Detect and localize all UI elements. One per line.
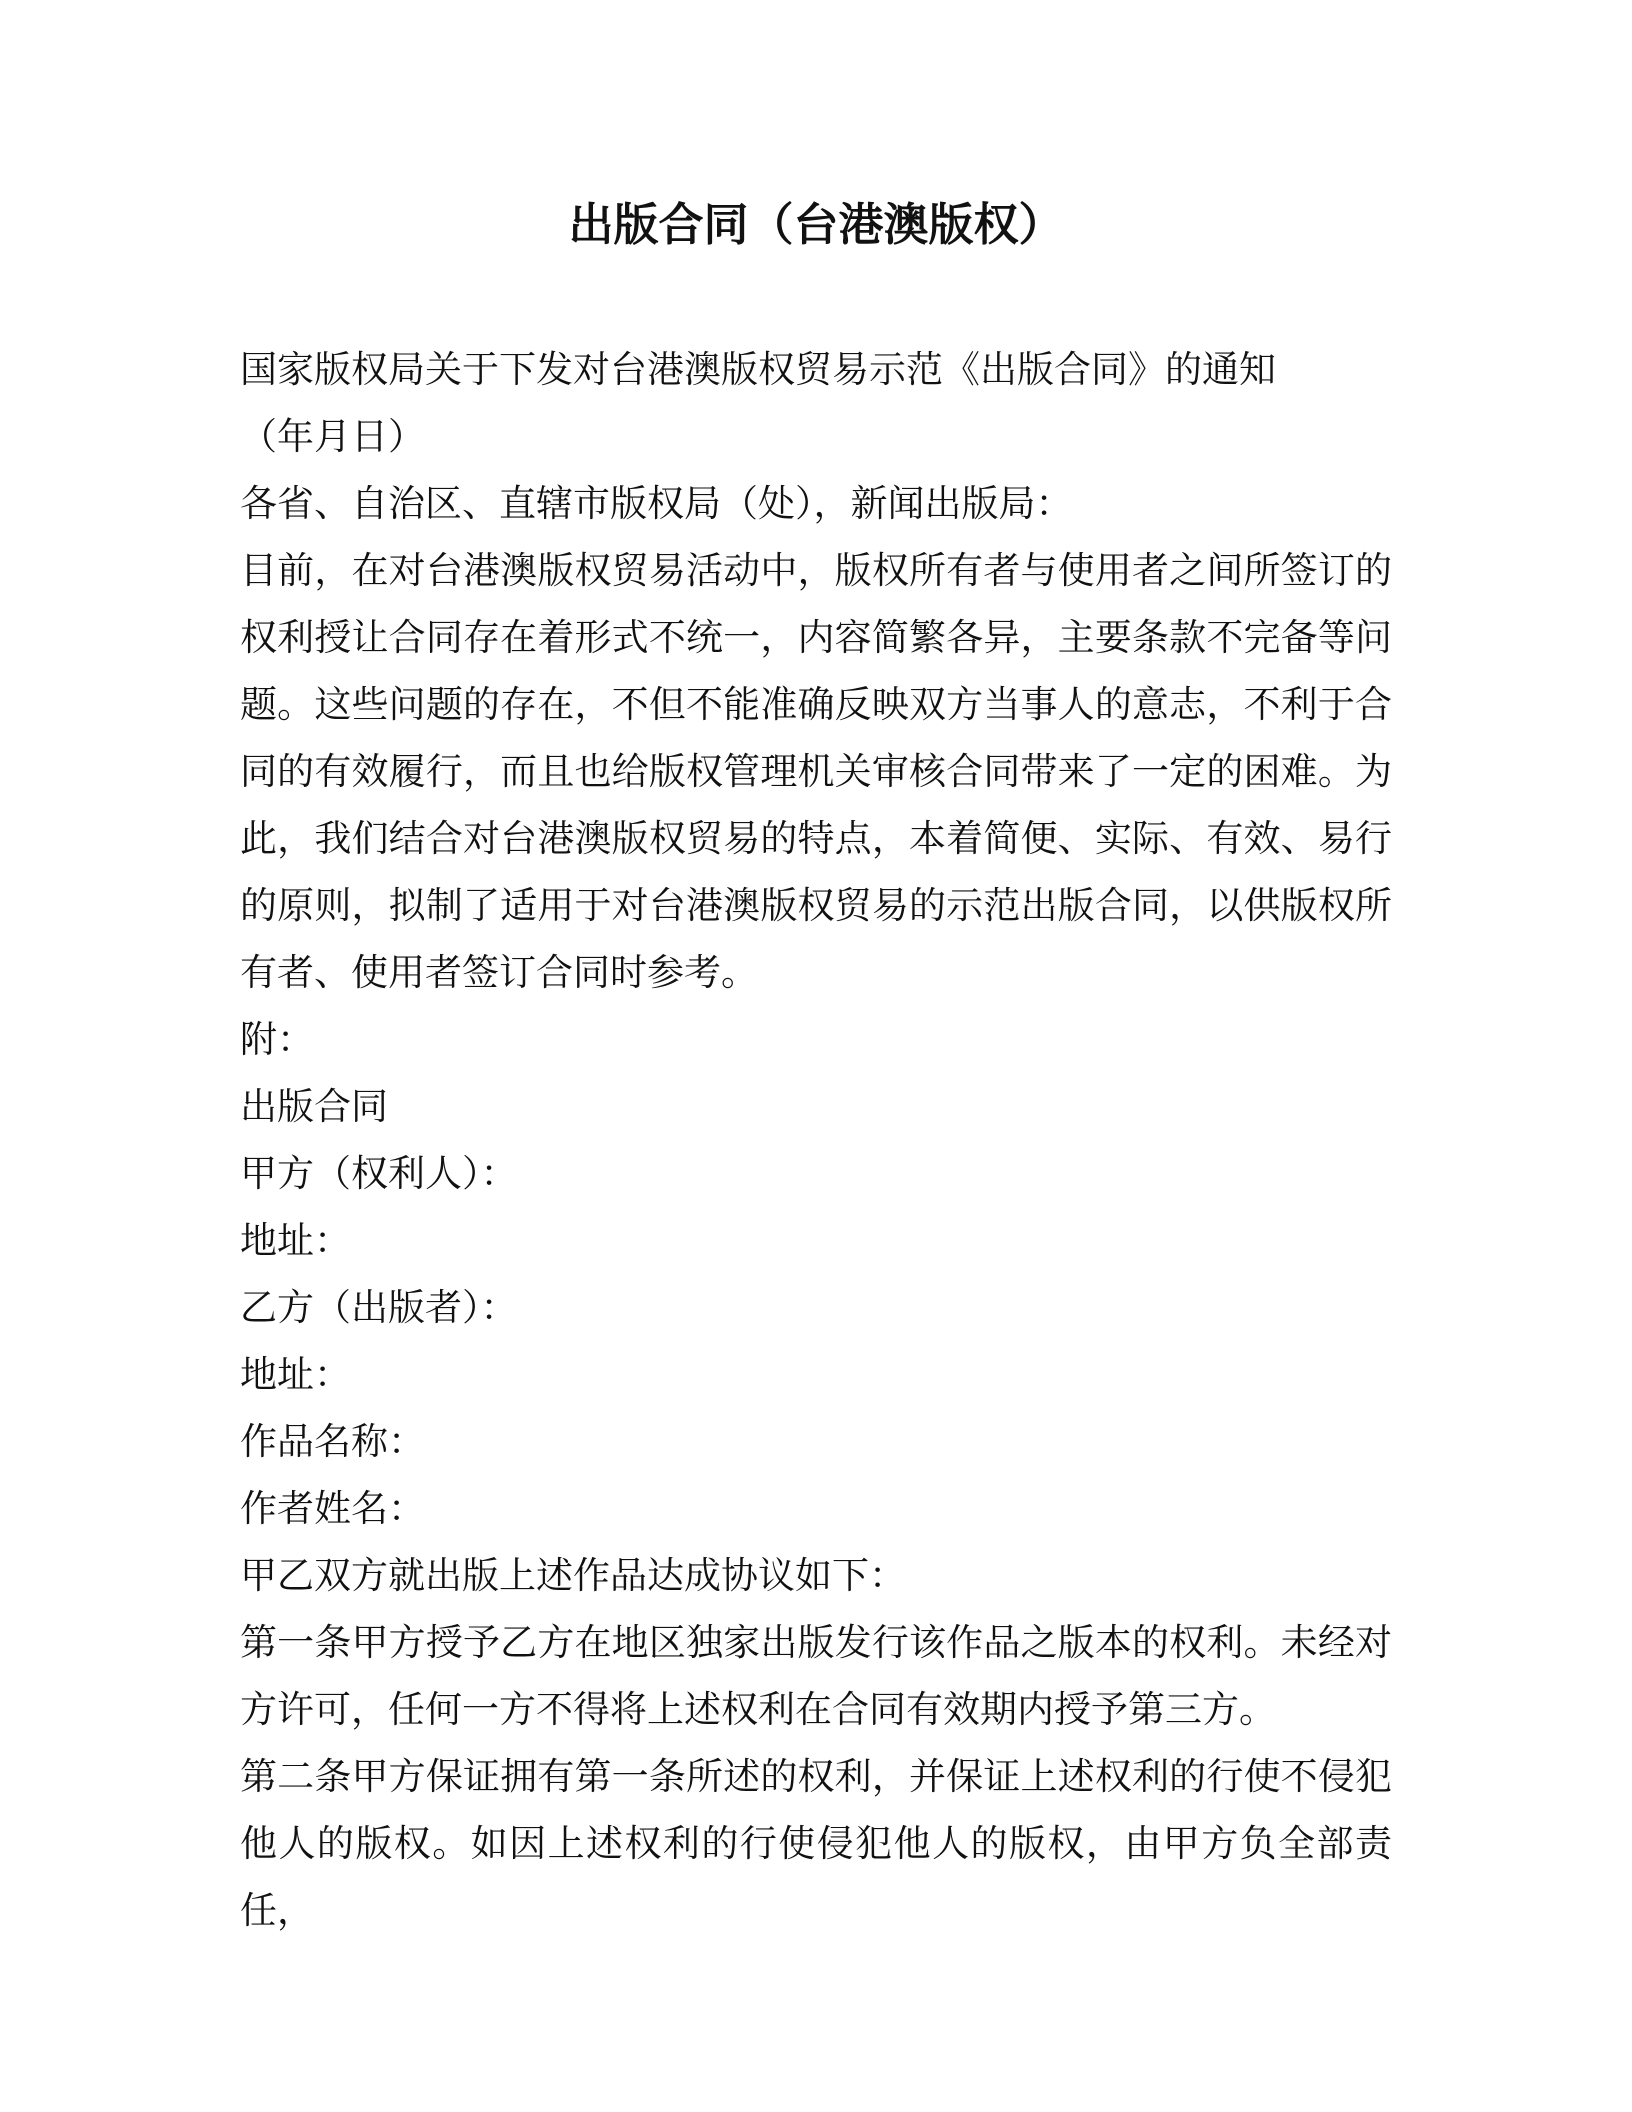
notice-heading: 国家版权局关于下发对台港澳版权贸易示范《出版合同》的通知 [240,348,1276,391]
contract-title: 出版合同 [240,1085,388,1128]
article-2: 第二条甲方保证拥有第一条所述的权利，并保证上述权利的行使不侵犯他人的版权。如因上述权利的行使侵犯他人的版权，由甲方负全部责任， [240,1755,1392,1932]
party-b-address: 地址： [240,1353,351,1396]
work-name: 作品名称： [240,1420,425,1463]
intro-paragraph: 目前，在对台港澳版权贸易活动中，版权所有者与使用者之间所签订的权利授让合同存在着形式不统一，内容简繁各异，主要条款不完备等问题。这些问题的存在，不但不能准确反映双方当事人的意志，不利于合同的有效履行，而且也给版权管理机关审核合同带来了一定的困难。为此，我们结合对台港澳版权贸易的特点，本着简便、实际、有效、易行的原则，拟制了适用于对台港澳版权贸易的示范出版合同，以供版权所有者、使用者签订合同时参考。 [240,549,1392,994]
addressee: 各省、自治区、直辖市版权局（处），新闻出版局： [240,482,1073,525]
agreement-line: 甲乙双方就出版上述作品达成协议如下： [240,1554,906,1597]
author-name: 作者姓名： [240,1487,425,1530]
date-line: （年月日） [240,415,425,458]
party-a: 甲方（权利人）： [240,1152,518,1195]
attachment-label: 附： [240,1018,314,1061]
document-body [240,336,1392,1944]
party-b: 乙方（出版者）： [240,1286,518,1329]
article-1: 第一条甲方授予乙方在地区独家出版发行该作品之版本的权利。未经对方许可，任何一方不得将上述权利在合同有效期内授予第三方。 [240,1621,1392,1731]
document-title: 出版合同（台港澳版权） [568,198,1064,251]
party-a-address: 地址： [240,1219,351,1262]
